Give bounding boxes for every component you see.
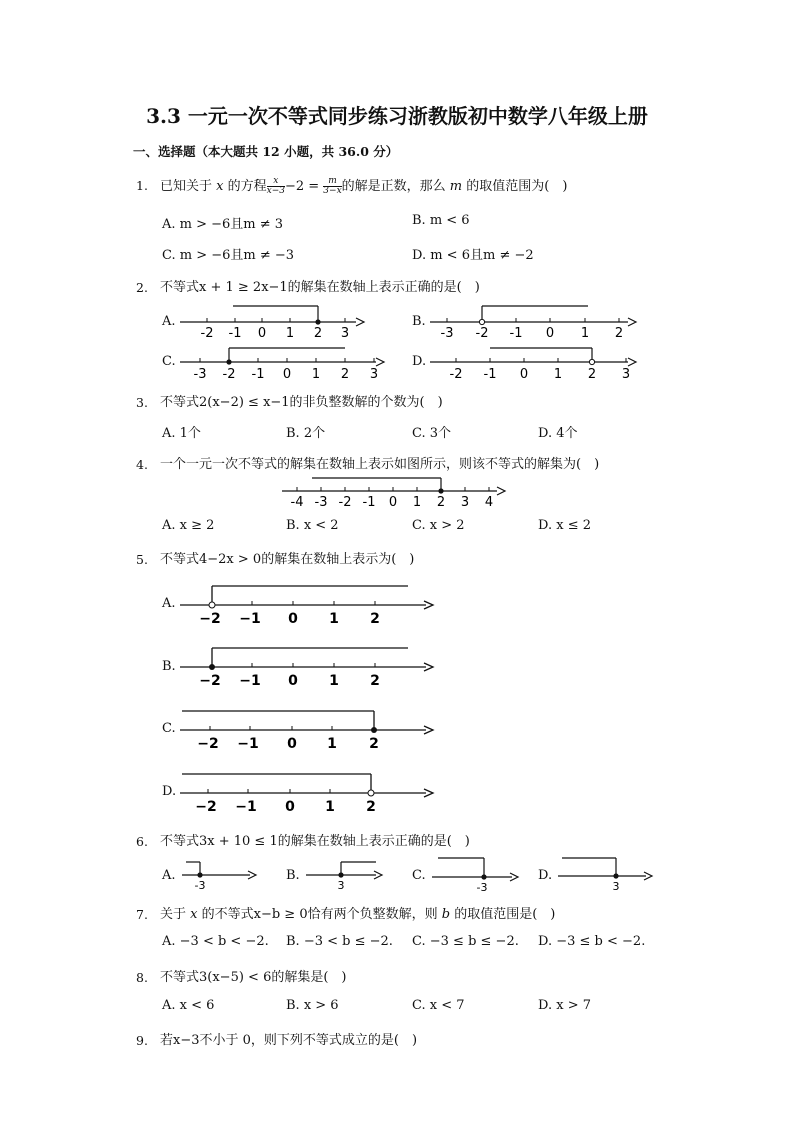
- tick-label: -2: [200, 326, 214, 341]
- tick-label: −1: [237, 736, 259, 752]
- tick-label: 2: [436, 495, 446, 510]
- question-6-text: 不等式3x + 10 ≤ 1的解集在数轴上表示正确的是( ): [160, 834, 470, 849]
- tick-label: 2: [313, 326, 323, 341]
- option-c: C.: [162, 721, 176, 736]
- option-b: B. x < 2: [286, 518, 339, 533]
- tick-label: -3: [194, 879, 206, 892]
- option-a: A. −3 < b < −2.: [162, 934, 269, 949]
- tick-label: 3: [621, 367, 631, 382]
- tick-label: -1: [483, 367, 497, 382]
- question-number: 1.: [136, 178, 148, 193]
- question-5-text: 不等式4−2x > 0的解集在数轴上表示为( ): [160, 552, 415, 567]
- tick-label: 2: [370, 611, 380, 627]
- tick-label: 3: [369, 367, 379, 382]
- option-c: C. x > 2: [412, 518, 465, 533]
- tick-label: 0: [282, 367, 292, 382]
- number-line-q2b: [430, 298, 640, 342]
- tick-label: 4: [484, 495, 494, 510]
- tick-label: 2: [587, 367, 597, 382]
- option-a: A.: [162, 596, 176, 611]
- number-line-q6a: [182, 854, 262, 894]
- number-line-q2c: [180, 340, 390, 384]
- question-number: 5.: [136, 552, 148, 567]
- tick-label: -3: [193, 367, 207, 382]
- option-a: A. 1个: [162, 426, 201, 441]
- question-number: 3.: [136, 395, 148, 410]
- section-heading: 一、选择题（本大题共 12 小题，共 36.0 分）: [133, 144, 399, 159]
- option-d: D.: [538, 868, 553, 883]
- tick-label: 1: [412, 495, 422, 510]
- tick-label: 3: [340, 326, 350, 341]
- option-b: B.: [286, 868, 300, 883]
- question-4-text: 一个一元一次不等式的解集在数轴上表示如图所示，则该不等式的解集为( ): [160, 457, 600, 472]
- tick-label: 3: [337, 879, 345, 892]
- number-line-q6c: [432, 852, 524, 894]
- option-d: D. x ≤ 2: [538, 518, 591, 533]
- tick-label: 2: [370, 673, 380, 689]
- question-number: 9.: [136, 1033, 148, 1048]
- option-c: C.: [412, 868, 426, 883]
- tick-label: 1: [325, 799, 335, 815]
- tick-label: 3: [612, 880, 620, 893]
- tick-label: 2: [614, 326, 624, 341]
- option-c: C.: [162, 354, 176, 369]
- option-d: D. 4个: [538, 426, 578, 441]
- option-c: C. x < 7: [412, 998, 465, 1013]
- option-a: A. x < 6: [162, 998, 215, 1013]
- option-d: D.: [162, 784, 177, 799]
- tick-label: -3: [440, 326, 454, 341]
- number-line-q5a: [180, 578, 440, 628]
- number-line-q4: [282, 472, 512, 512]
- option-a: A. m > −6且m ≠ 3: [162, 217, 284, 232]
- tick-label: 0: [285, 799, 295, 815]
- tick-label: 1: [327, 736, 337, 752]
- fraction: $\frac{x}{x-3}$: [266, 176, 285, 196]
- tick-label: -2: [475, 326, 489, 341]
- tick-label: 1: [553, 367, 563, 382]
- option-a: A.: [162, 314, 176, 329]
- tick-label: -1: [362, 495, 376, 510]
- tick-label: -2: [449, 367, 463, 382]
- option-b: B. m < 6: [412, 213, 470, 228]
- tick-label: −1: [239, 611, 261, 627]
- question-number: 2.: [136, 280, 148, 295]
- question-3-text: 不等式2(x−2) ≤ x−1的非负整数解的个数为( ): [160, 395, 443, 410]
- tick-label: -3: [314, 495, 328, 510]
- tick-label: −2: [199, 611, 221, 627]
- document-title: 3.3 一元一次不等式同步练习浙教版初中数学八年级上册: [146, 104, 648, 128]
- option-c: C. 3个: [412, 426, 452, 441]
- question-number: 8.: [136, 970, 148, 985]
- tick-label: 2: [366, 799, 376, 815]
- question-1-text: 已知关于 x 的方程 $\frac{x}{x-3}$ −2 = $\frac{m}{3-x}$ 的解是正数，那么 m 的取值范围为( ): [160, 176, 568, 196]
- tick-label: −2: [197, 736, 219, 752]
- question-7-text: 关于 x 的不等式x−b ≥ 0恰有两个负整数解，则 b 的取值范围是( ): [160, 907, 556, 922]
- number-line-q5c: [180, 703, 440, 753]
- number-line-q2a: [180, 298, 370, 342]
- option-d: D. −3 ≤ b < −2.: [538, 934, 646, 949]
- tick-label: -1: [509, 326, 523, 341]
- tick-label: 1: [311, 367, 321, 382]
- tick-label: -1: [251, 367, 265, 382]
- option-a: A. x ≥ 2: [162, 518, 215, 533]
- question-2-text: 不等式x + 1 ≥ 2x−1的解集在数轴上表示正确的是( ): [160, 280, 480, 295]
- option-c: C. −3 ≤ b ≤ −2.: [412, 934, 519, 949]
- tick-label: 0: [519, 367, 529, 382]
- tick-label: -3: [476, 881, 488, 894]
- tick-label: −2: [195, 799, 217, 815]
- number-line-q6d: [558, 852, 658, 894]
- tick-label: 0: [545, 326, 555, 341]
- option-b: B.: [412, 314, 426, 329]
- tick-label: −1: [239, 673, 261, 689]
- number-line-q5d: [180, 766, 440, 816]
- tick-label: −1: [235, 799, 257, 815]
- tick-label: −2: [199, 673, 221, 689]
- tick-label: 2: [340, 367, 350, 382]
- fraction: $\frac{m}{3-x}$: [323, 176, 342, 196]
- option-d: D.: [412, 354, 427, 369]
- tick-label: -1: [228, 326, 242, 341]
- option-b: B. −3 < b ≤ −2.: [286, 934, 393, 949]
- option-d: D. m < 6且m ≠ −2: [412, 248, 534, 263]
- tick-label: 0: [257, 326, 267, 341]
- question-8-text: 不等式3(x−5) < 6的解集是( ): [160, 970, 347, 985]
- tick-label: -2: [222, 367, 236, 382]
- tick-label: -2: [338, 495, 352, 510]
- question-9-text: 若x−3不小于 0，则下列不等式成立的是( ): [160, 1033, 418, 1048]
- option-c: C. m > −6且m ≠ −3: [162, 248, 295, 263]
- option-a: A.: [162, 868, 176, 883]
- tick-label: 0: [288, 611, 298, 627]
- number-line-q5b: [180, 640, 440, 690]
- tick-label: 2: [369, 736, 379, 752]
- tick-label: 0: [287, 736, 297, 752]
- question-number: 4.: [136, 457, 148, 472]
- question-number: 7.: [136, 907, 148, 922]
- tick-label: 1: [329, 673, 339, 689]
- tick-label: 1: [285, 326, 295, 341]
- tick-label: 0: [388, 495, 398, 510]
- tick-label: -4: [290, 495, 304, 510]
- number-line-q6b: [306, 854, 390, 894]
- tick-label: 0: [288, 673, 298, 689]
- number-line-q2d: [430, 340, 640, 384]
- tick-label: 1: [580, 326, 590, 341]
- option-b: B. x > 6: [286, 998, 339, 1013]
- option-b: B. 2个: [286, 426, 326, 441]
- option-b: B.: [162, 659, 176, 674]
- option-d: D. x > 7: [538, 998, 591, 1013]
- question-number: 6.: [136, 834, 148, 849]
- tick-label: 3: [460, 495, 470, 510]
- tick-label: 1: [329, 611, 339, 627]
